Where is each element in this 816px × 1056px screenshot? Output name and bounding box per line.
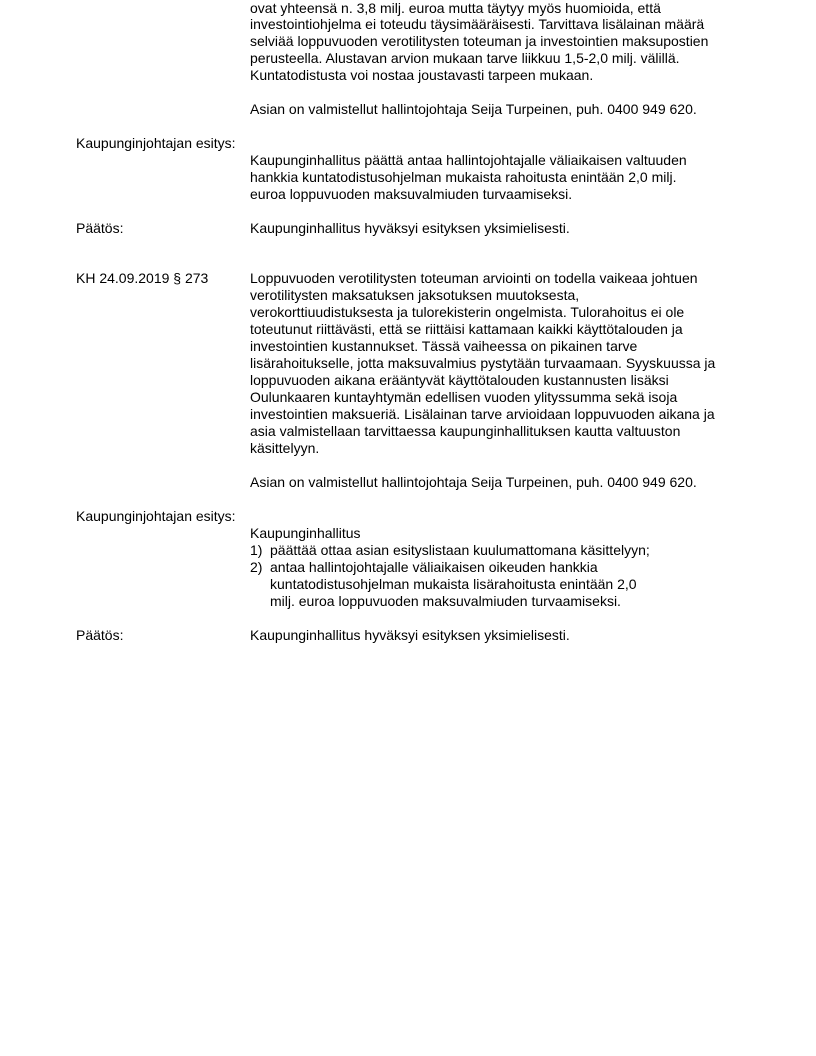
body-line: loppuvuoden aikana erääntyvät käyttötalouden kustannusten lisäksi xyxy=(250,372,669,388)
body-line: perusteella. Alustavan arvion mukaan tarve liikkuu 1,5-2,0 milj. välillä. xyxy=(250,50,680,66)
item-number: 2) xyxy=(250,559,263,575)
decision-text: Kaupunginhallitus hyväksyi esityksen yksimielisesti. xyxy=(250,220,570,236)
item-line: kuntatodistusohjelman mukaista lisärahoitusta enintään 2,0 xyxy=(270,576,637,592)
body-line: Oulunkaaren kuntayhtymän edellisen vuoden ylityssumma sekä isoja xyxy=(250,389,678,405)
preparer-note: Asian on valmistellut hallintojohtaja Seija Turpeinen, puh. 0400 949 620. xyxy=(250,101,697,117)
body-line: verokorttiuudistuksesta ja tulorekisterin ongelmista. Tulorahoitus ei ole xyxy=(250,304,685,320)
proposal-line: hankkia kuntatodistusohjelman mukaista rahoitusta enintään 2,0 milj. xyxy=(250,169,677,185)
proposal-label: Kaupunginjohtajan esitys: xyxy=(76,508,236,524)
proposal-intro: Kaupunginhallitus xyxy=(250,525,361,541)
body-line: investointien maksueriä. Lisälainan tarve arvioidaan loppuvuoden aikana ja xyxy=(250,406,715,422)
item-line: antaa hallintojohtajalle väliaikaisen oikeuden hankkia xyxy=(270,559,598,575)
proposal-line: euroa loppuvuoden maksuvalmiuden turvaamiseksi. xyxy=(250,186,573,202)
item-line: päättää ottaa asian esityslistaan kuulumattomana käsittelyyn; xyxy=(270,542,650,558)
decision-label: Päätös: xyxy=(76,627,124,643)
body-line: verotilitysten maksatuksen jaksotuksen muutoksesta, xyxy=(250,287,580,303)
body-line: käsittelyyn. xyxy=(250,440,320,456)
proposal-label: Kaupunginjohtajan esitys: xyxy=(76,135,236,151)
preparer-note: Asian on valmistellut hallintojohtaja Seija Turpeinen, puh. 0400 949 620. xyxy=(250,474,697,490)
decision-text: Kaupunginhallitus hyväksyi esityksen yksimielisesti. xyxy=(250,627,570,643)
body-line: investointien kustannukset. Tässä vaiheessa on pikainen tarve xyxy=(250,338,638,354)
body-line: selviää loppuvuoden verotilitysten toteuman ja investointien maksupostien xyxy=(250,33,709,49)
item-line: milj. euroa loppuvuoden maksuvalmiuden turvaamiseksi. xyxy=(270,593,621,609)
body-line: ovat yhteensä n. 3,8 milj. euroa mutta täytyy myös huomioida, että xyxy=(250,0,661,16)
body-line: Loppuvuoden verotilitysten toteuman arviointi on todella vaikeaa johtuen xyxy=(250,270,698,286)
body-line: lisärahoitukselle, jotta maksuvalmius pystytään turvaamaan. Syyskuussa ja xyxy=(250,355,716,371)
body-line: Kuntatodistusta voi nostaa joustavasti tarpeen mukaan. xyxy=(250,67,594,83)
item-number: 1) xyxy=(250,542,263,558)
body-line: investointiohjelma ei toteudu täysimääräisesti. Tarvittava lisälainan määrä xyxy=(250,16,705,32)
body-line: toteutunut riittävästi, että se riittäisi kattamaan kaikki käyttötalouden ja xyxy=(250,321,683,337)
proposal-line: Kaupunginhallitus päättä antaa hallintojohtajalle väliaikaisen valtuuden xyxy=(250,152,687,168)
decision-label: Päätös: xyxy=(76,220,124,236)
body-line: asia valmistellaan tarvittaessa kaupunginhallituksen kautta valtuuston xyxy=(250,423,681,439)
meeting-reference: KH 24.09.2019 § 273 xyxy=(76,270,209,286)
